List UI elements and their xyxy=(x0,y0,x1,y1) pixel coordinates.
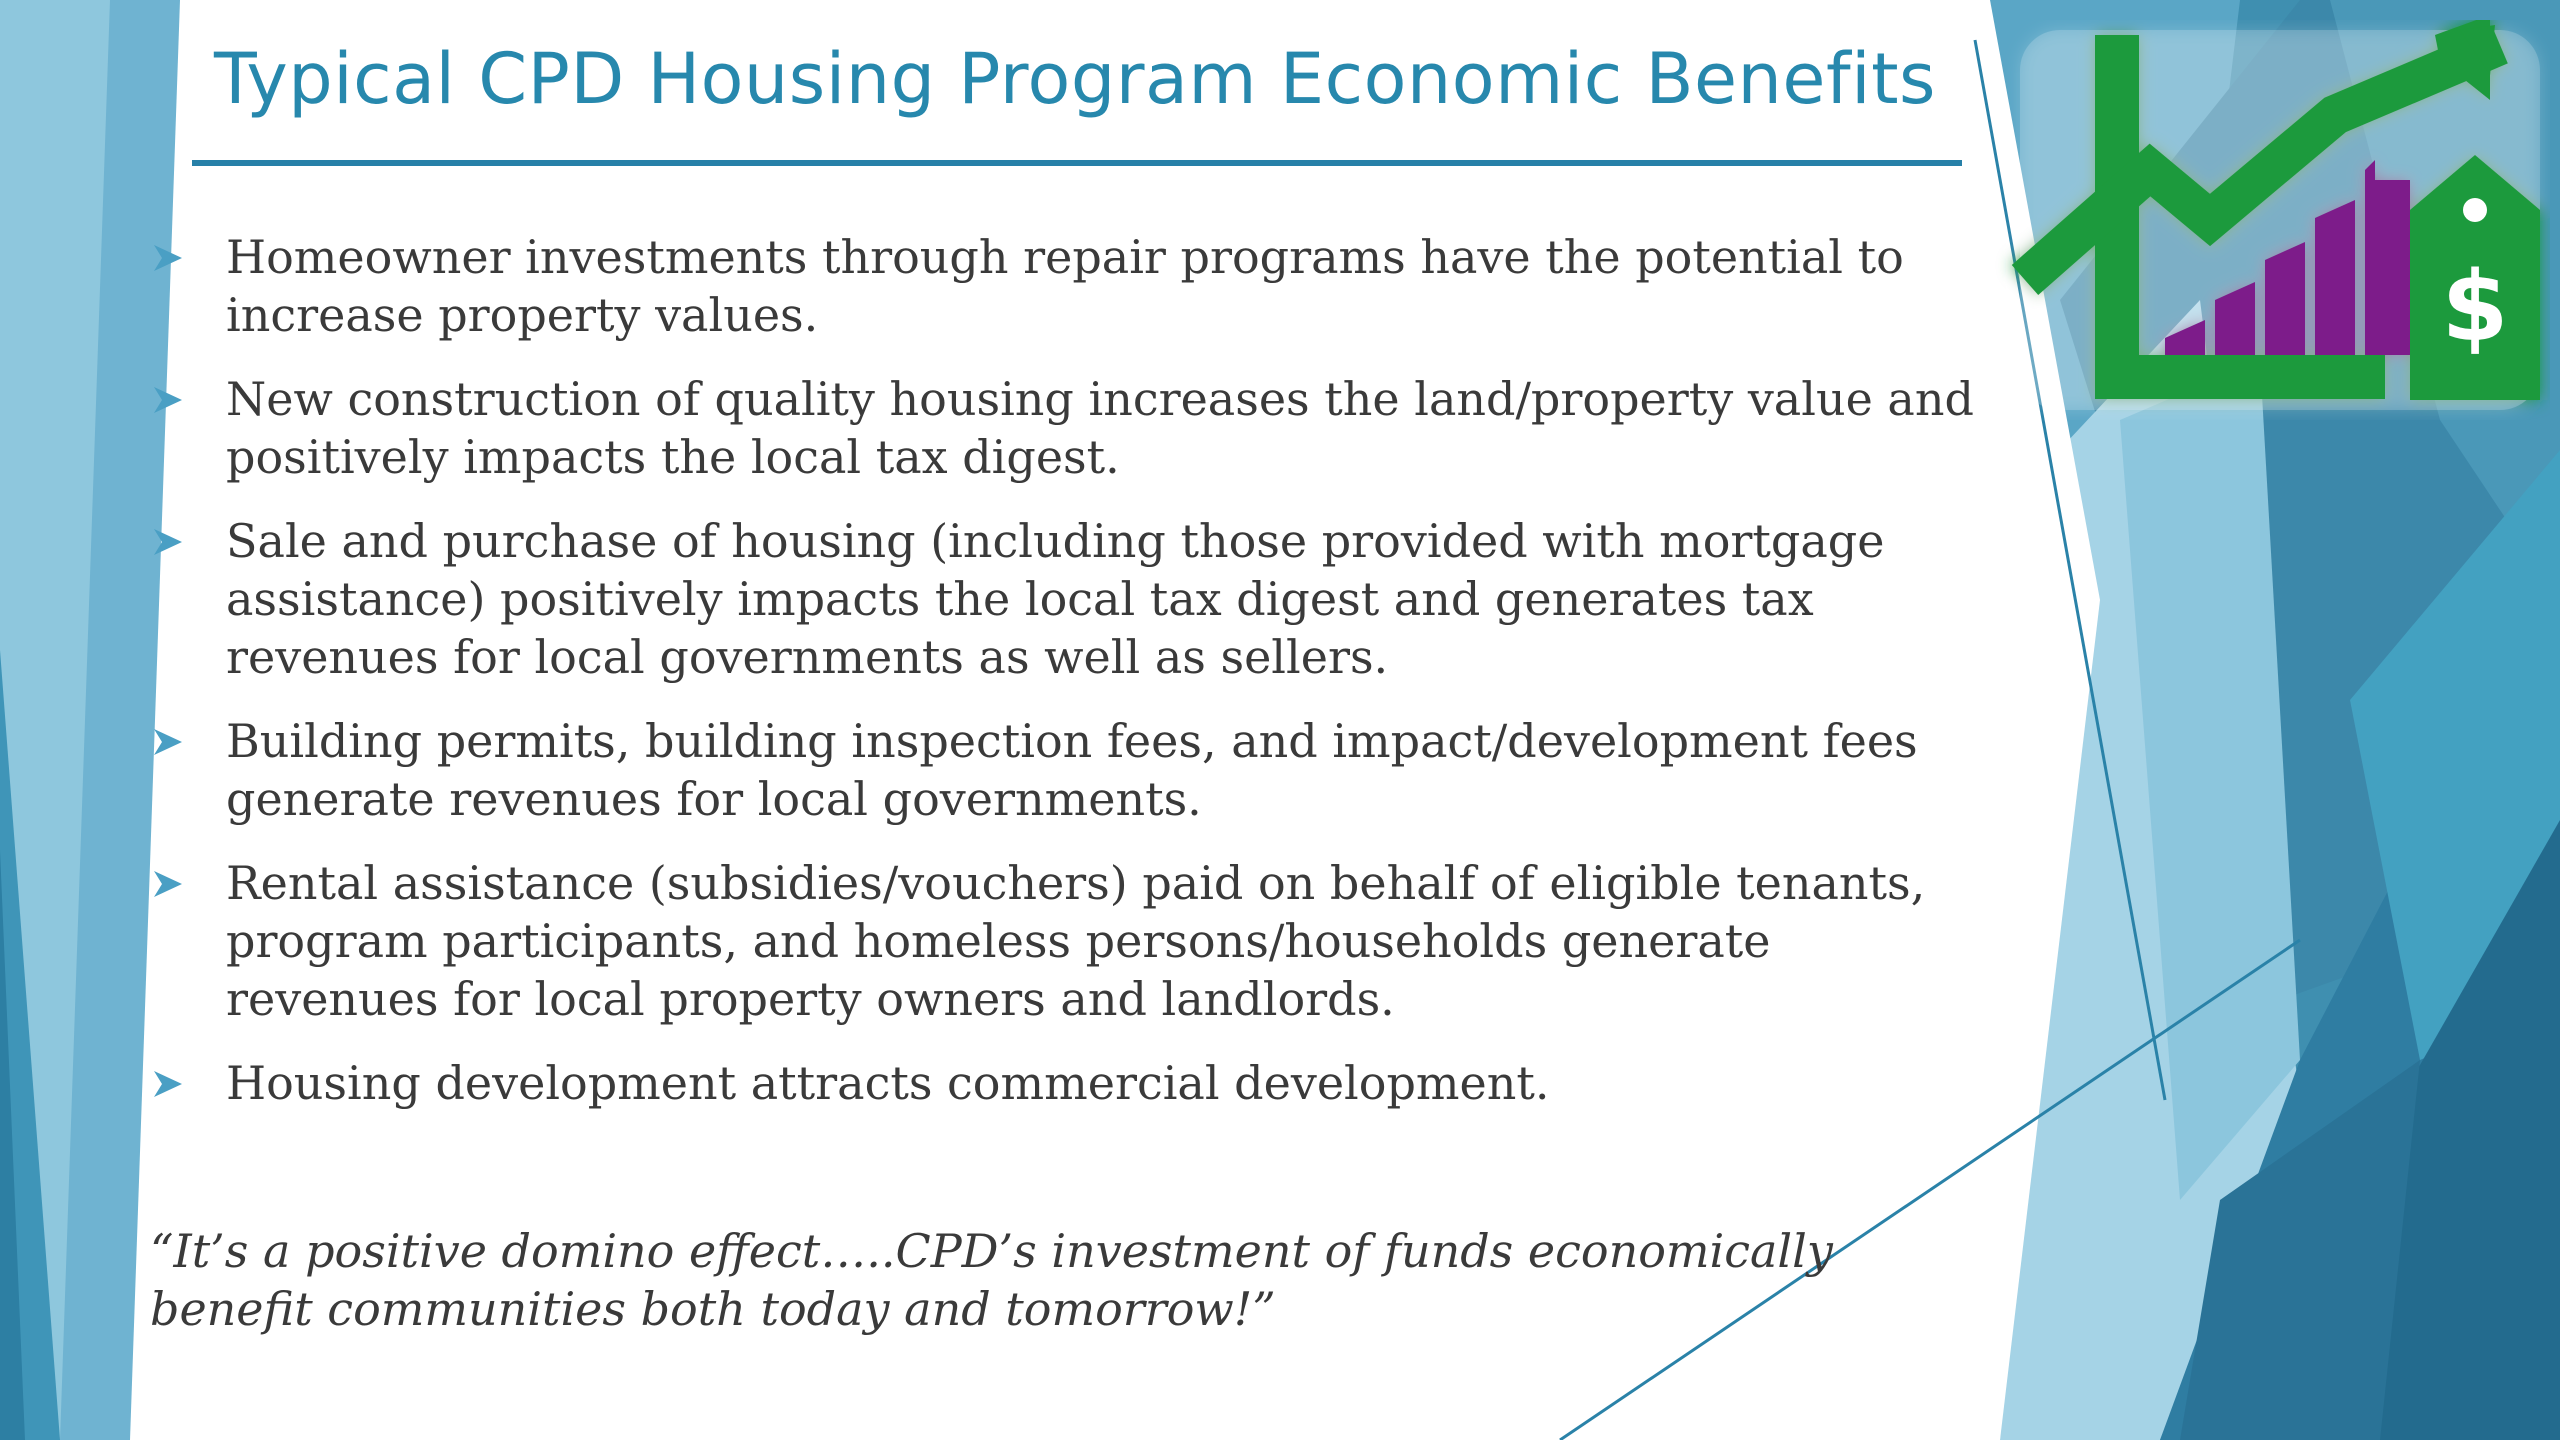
bullet-item xyxy=(150,512,1980,686)
bullet-item xyxy=(150,1054,1980,1112)
bullet-text: Homeowner investments through repair programs have the potential to increase property values. xyxy=(226,230,1904,342)
bullet-text: Rental assistance (subsidies/vouchers) paid on behalf of eligible tenants, program participants, and homeless persons/households generate revenues for local property owners and landlords. xyxy=(226,856,1926,1026)
dollar-sign: $ xyxy=(2441,251,2509,363)
arrow-bullet-icon xyxy=(154,1071,182,1097)
bullet-list xyxy=(150,228,1980,1138)
bullet-text: Housing development attracts commercial development. xyxy=(226,1056,1550,1110)
bullet-item xyxy=(150,854,1980,1028)
bullet-item xyxy=(150,712,1980,828)
arrow-bullet-icon xyxy=(154,245,182,271)
closing-quote: “It’s a positive domino effect…..CPD’s investment of funds economically benefit communities both today and tomorrow!” xyxy=(150,1224,1833,1336)
growth-chart-house-dollar-icon xyxy=(1990,20,2550,420)
bullet-text: New construction of quality housing increases the land/property value and positively impacts the local tax digest. xyxy=(226,372,1974,484)
title-underline xyxy=(192,160,1962,166)
arrow-bullet-icon xyxy=(154,529,182,555)
arrow-bullet-icon xyxy=(154,387,182,413)
slide-title: Typical CPD Housing Program Economic Benefits xyxy=(213,38,1937,120)
bullet-text: Sale and purchase of housing (including those provided with mortgage assistance) positively impacts the local tax digest and generates tax revenues for local governments as well as sellers. xyxy=(226,514,1885,684)
arrow-bullet-icon xyxy=(154,729,182,755)
bullet-text: Building permits, building inspection fees, and impact/development fees generate revenues for local governments. xyxy=(226,714,1918,826)
bullet-item xyxy=(150,370,1980,486)
bullet-item xyxy=(150,228,1980,344)
arrow-bullet-icon xyxy=(154,871,182,897)
